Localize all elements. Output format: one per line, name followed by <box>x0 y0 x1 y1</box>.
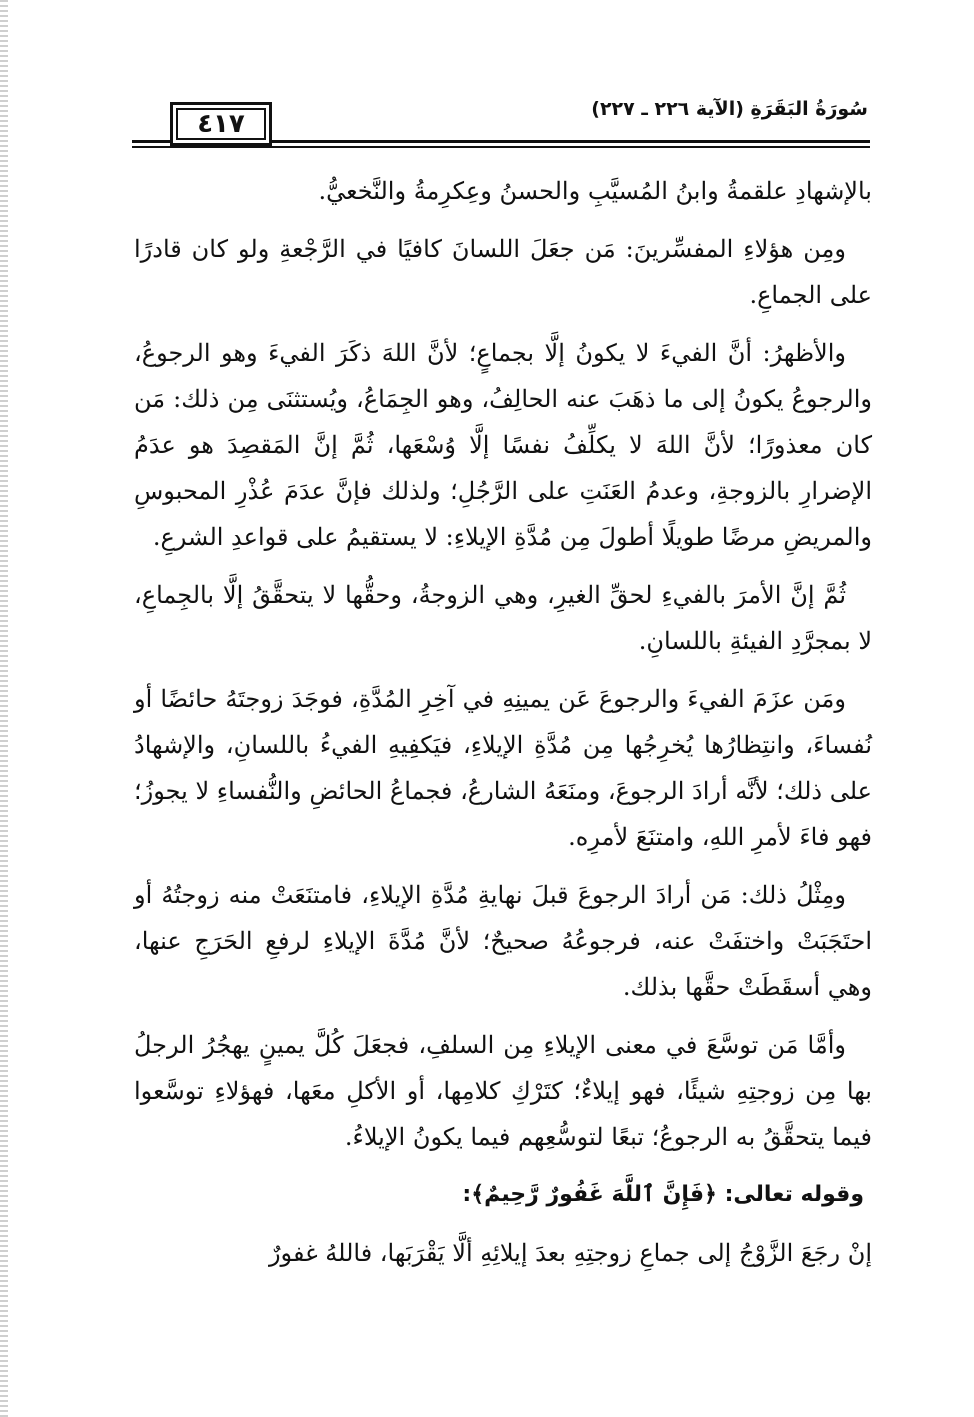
page-body <box>134 168 872 1288</box>
page-edge <box>0 0 8 1417</box>
page-header <box>132 96 870 152</box>
paragraph-6: ومِثْلُ ذلك: مَن أرادَ الرجوعَ قبلَ نهايةِ مُدَّةِ الإيلاءِ، فامتنَعَتْ منه زوجتُهُ أو احتَجَبَتْ واختفَتْ عنه، فرجوعُهُ صحيحٌ؛ لأنَّ مُدَّةَ الإيلاءِ لرفعِ الحَرَجِ عنها، وهي أسقَطَتْ حقَّها بذلك. <box>134 881 872 1001</box>
page-number: ٤١٧ <box>197 109 245 139</box>
paragraph-2: ومِن هؤلاءِ المفسِّرينَ: مَن جعَلَ اللسانَ كافيًا في الرَّجْعةِ ولو كان قادرًا على الجماعِ. <box>134 235 872 309</box>
running-title: سُورَةُ البَقَرَةِ (الآية ٢٢٦ ـ ٢٢٧) <box>583 98 868 120</box>
page-number-frame <box>170 102 272 146</box>
paragraph-last: إنْ رجَعَ الزَّوْجُ إلى جماعِ زوجتِهِ بعدَ إيلائِهِ ألَّا يَقْرَبَها، فاللهُ غفورٌ <box>268 1239 872 1267</box>
paragraph-7: وأمَّا مَن توسَّعَ في معنى الإيلاءِ مِن السلفِ، فجعَلَ كُلَّ يمينٍ يهجُرُ الرجلُ بها مِن زوجتِهِ شيئًا، فهو إيلاءٌ؛ كتَرْكِ كلامِها، أو الأكلِ معَها، فهؤلاءِ توسَّعوا فيما يتحقَّقُ به الرجوعُ؛ تبعًا لتوسُّعِهم فيما يكونُ الإيلاءُ. <box>134 1031 872 1151</box>
paragraph-1: بالإشهادِ علقمةُ وابنُ المُسيَّبِ والحسنُ وعِكرِمةُ والنَّخعيُّ. <box>318 177 872 205</box>
verse-heading: وقوله تعالى: ﴿فَإِنَّ ٱللَّهَ غَفُورٌ رَّحِيمٌ﴾: <box>462 1182 864 1207</box>
header-rule-thin <box>132 146 870 148</box>
paragraph-4: ثُمَّ إنَّ الأمرَ بالفيءِ لحقِّ الغيرِ، وهي الزوجةُ، وحقُّها لا يتحقَّقُ إلَّا بالجِماعِ، لا بمجرَّدِ الفيئةِ باللسانِ. <box>134 581 872 655</box>
paragraph-5: ومَن عزَمَ الفيءَ والرجوعَ عَن يمينِهِ في آخِرِ المُدَّةِ، فوجَدَ زوجتَهُ حائضًا أو نُفساءَ، وانتِظارُها يُخرِجُها مِن مُدَّةِ الإيلاءِ، فيَكفِيهِ الفيءُ باللسانِ، والإشهادُ على ذلك؛ لأنَّه أرادَ الرجوعَ، ومنَعَهُ الشارعُ، فجماعُ الحائضِ والنُّفساءِ لا يجوزُ؛ فهو فاءَ لأمرِ اللهِ، وامتنَعَ لأمرِه. <box>134 685 872 851</box>
paragraph-3: والأظهرُ: أنَّ الفيءَ لا يكونُ إلَّا بجماعٍ؛ لأنَّ اللهَ ذكَرَ الفيءَ وهو الرجوعُ، والرجوعُ يكونُ إلى ما ذهَبَ عنه الحالِفُ، وهو الجِمَاعُ، ويُستثنَى مِن ذلك: مَن كان معذورًا؛ لأنَّ اللهَ لا يكلِّفُ نفسًا إلَّا وُسْعَها، ثُمَّ إنَّ المَقصِدَ هو عدَمُ الإضرارِ بالزوجةِ، وعدمُ العَنَتِ على الرَّجُلِ؛ ولذلك فإنَّ عدَمَ عُذْرِ المحبوسِ والمريضِ مرضًا طويلًا أطولَ مِن مُدَّةِ الإيلاءِ: لا يستقيمُ على قواعدِ الشرعِ. <box>134 339 872 551</box>
